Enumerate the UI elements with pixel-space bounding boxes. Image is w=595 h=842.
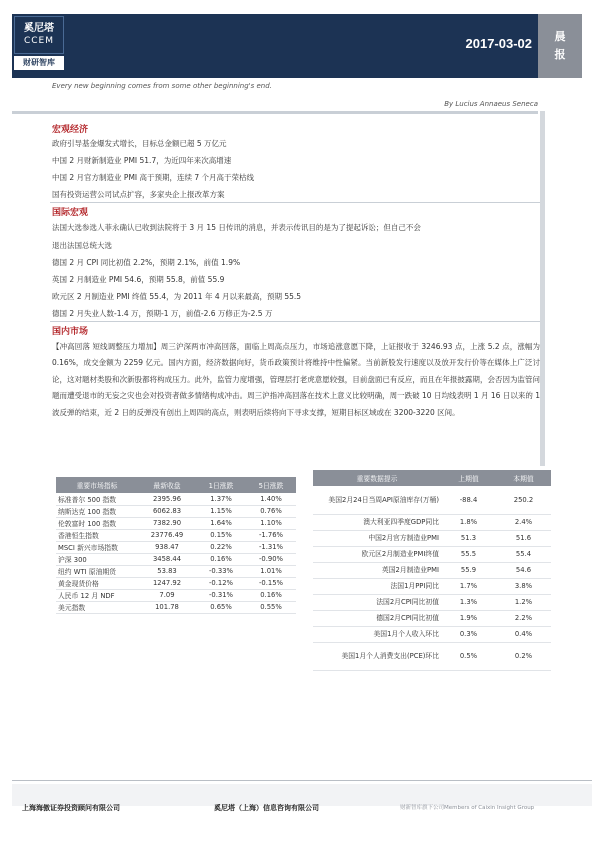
cell: -0.33% [196,565,246,577]
table-row [313,594,551,610]
cell: 2.2% [496,610,551,626]
cell: 香港恒生指数 [56,529,138,541]
report-type-badge [538,14,582,78]
cell: 美元指数 [56,601,138,613]
badge-line-1: 晨 [554,30,566,43]
cell: 53.83 [138,565,196,577]
section-divider [50,202,540,203]
cell: 法国2月CPI同比初值 [313,594,441,610]
cell: 德国2月CPI同比初值 [313,610,441,626]
table-row [313,642,551,670]
cell: 54.6 [496,562,551,578]
cell: -0.15% [246,577,296,589]
footer-company-1: 上海海傲证券投资顾问有限公司 [22,804,120,812]
col-header: 重要数据提示 [313,470,441,486]
logo-cn-text: 奚尼塔 [24,23,54,34]
section-title-intl: 国际宏观 [52,208,89,218]
cell: 美国1月个人收入环比 [313,626,441,642]
cell: -0.12% [196,577,246,589]
intl-item: 德国 2 月失业人数-1.4 万，预期-1 万，前值-2.6 万修正为-2.5 万 [52,309,273,318]
cell: 23776.49 [138,529,196,541]
intl-item: 法国大选参选人菲永确认已收到法院将于 3 月 15 日传讯的消息，并表示传讯目的是为了提起诉讼；但自己不会 [52,223,421,232]
quote-text: Every new beginning comes from some other beginning's end. [52,82,272,90]
cell: 51.6 [496,530,551,546]
cell: -88.4 [441,486,496,514]
cell: 0.76% [246,505,296,517]
table-header-row [56,477,296,493]
cell: -1.31% [246,541,296,553]
table-row [313,626,551,642]
section-divider [50,321,540,322]
cell: 美国2月24日当周API原油库存(万桶) [313,486,441,514]
cell: 0.5% [441,642,496,670]
col-header: 重要市场指标 [56,477,138,493]
cell: 7.09 [138,589,196,601]
table-row [313,546,551,562]
cell: 1.2% [496,594,551,610]
cell: 1247.92 [138,577,196,589]
cell: 6062.83 [138,505,196,517]
badge-line-2: 报 [554,48,566,61]
economic-data-table [313,470,551,671]
quote-author: By Lucius Annaeus Seneca [444,100,538,108]
market-indicators-table [56,477,296,614]
logo-sub-text: 财研智库 [14,56,64,70]
cell: 人民币 12 月 NDF [56,589,138,601]
cell: 55.9 [441,562,496,578]
table-header-row [313,470,551,486]
cell: 938.47 [138,541,196,553]
cell: 1.3% [441,594,496,610]
col-header: 上期值 [441,470,496,486]
macro-item: 国有投资运营公司试点扩容，多家央企上报改革方案 [52,190,225,199]
cell: 沪深 300 [56,553,138,565]
table-row [313,530,551,546]
table-row [56,577,296,589]
cell: 中国2月官方制造业PMI [313,530,441,546]
cell: 3.8% [496,578,551,594]
table-row [313,486,551,514]
col-header: 5日涨跌 [246,477,296,493]
col-header: 最新收盘 [138,477,196,493]
table-row [56,589,296,601]
footer-divider [12,780,592,781]
cell: 0.55% [246,601,296,613]
news-content [52,114,540,462]
cell: 2395.96 [138,493,196,505]
table-row [56,517,296,529]
logo-mark [14,16,64,54]
cell: 0.22% [196,541,246,553]
company-logo [14,16,64,70]
cell: 101.78 [138,601,196,613]
cell: 3458.44 [138,553,196,565]
cell: 1.64% [196,517,246,529]
macro-item: 中国 2 月官方制造业 PMI 高于预期，连续 7 个月高于荣枯线 [52,173,255,182]
footer-group-note: 财新智库旗下公司Members of Caixin Insight Group [400,805,535,811]
cell: 1.9% [441,610,496,626]
intl-item: 欧元区 2 月制造业 PMI 终值 55.4，为 2011 年 4 月以来最高，预期 55.5 [52,292,302,301]
right-side-rule [540,111,545,466]
table-row [313,514,551,530]
section-title-macro: 宏观经济 [52,125,89,135]
footer-company-2: 奚尼塔（上海）信息咨询有限公司 [214,804,319,812]
cell: 55.4 [496,546,551,562]
col-header: 1日涨跌 [196,477,246,493]
cell: 1.10% [246,517,296,529]
cell: 1.8% [441,514,496,530]
cell: 1.01% [246,565,296,577]
cell: 2.4% [496,514,551,530]
cell: 纽约 WTI 原油期货 [56,565,138,577]
table-row [56,565,296,577]
cell: -0.31% [196,589,246,601]
report-date: 2017-03-02 [465,36,532,51]
domestic-commentary: 【冲高回落 短线调整压力增加】周三沪深两市冲高回落，面临上周高点压力，市场追涨意愿下降，上证报收于 3246.93 点，上涨 5.2 点，涨幅为 0.16%，成交金额为 2259 亿元。国内方面，经济数据向好，货币政策预计将维持中性偏紧。当前新股发行速度以及放开发行价等在媒体上广泛讨论，这对题材类股和次新股都将构成压力。此外，监管力度增强，管理层打老虎意愿较强，目前盘面已有反应，而且在年报披露期，会否因为监管问题而遭受退市的无妄之灾也会对投资者做多情绪构成冲击。周三沪指冲高回落在技术上意义比较明确，周一跌破 10 日均线表明 1 月 16 日以来的 1 波反弹的结束，近 2 日的反弹没有创出上周四的高点，则表明后续将向下寻求支撑，短期目标区域或在 3200-3220 区间。 [52,342,540,417]
intl-item: 英国 2 月制造业 PMI 54.6，预期 55.8，前值 55.9 [52,275,225,284]
cell: 1.15% [196,505,246,517]
table-row [56,529,296,541]
cell: 标准普尔 500 指数 [56,493,138,505]
cell: 0.65% [196,601,246,613]
cell: 澳大利亚四季度GDP同比 [313,514,441,530]
cell: 0.3% [441,626,496,642]
cell: 法国1月PPI同比 [313,578,441,594]
cell: 0.4% [496,626,551,642]
cell: 黄金现货价格 [56,577,138,589]
cell: -0.90% [246,553,296,565]
cell: 55.5 [441,546,496,562]
cell: 7382.90 [138,517,196,529]
cell: 51.3 [441,530,496,546]
macro-item: 中国 2 月财新制造业 PMI 51.7，为近四年来次高增速 [52,156,232,165]
cell: MSCI 新兴市场指数 [56,541,138,553]
table-row [56,541,296,553]
cell: -1.76% [246,529,296,541]
logo-en-text: CCEM [23,36,55,46]
cell: 伦敦富时 100 指数 [56,517,138,529]
cell: 纳斯达克 100 指数 [56,505,138,517]
table-row [56,601,296,613]
cell: 0.15% [196,529,246,541]
section-title-domestic: 国内市场 [52,327,89,337]
table-row [313,610,551,626]
table-row [313,562,551,578]
cell: 0.2% [496,642,551,670]
report-header [0,0,595,78]
cell: 欧元区2月制造业PMI终值 [313,546,441,562]
cell: 美国1月个人消费支出(PCE)环比 [313,642,441,670]
cell: 0.16% [196,553,246,565]
table-row [56,493,296,505]
col-header: 本期值 [496,470,551,486]
cell: 1.7% [441,578,496,594]
cell: 英国2月制造业PMI [313,562,441,578]
cell: 1.37% [196,493,246,505]
table-row [313,578,551,594]
cell: 0.16% [246,589,296,601]
intl-item: 德国 2 月 CPI 同比初值 2.2%，预期 2.1%，前值 1.9% [52,258,241,267]
cell: 1.40% [246,493,296,505]
macro-item: 政府引导基金爆发式增长，目标总金额已超 5 万亿元 [52,139,227,148]
cell: 250.2 [496,486,551,514]
table-row [56,505,296,517]
intl-item: 退出法国总统大选 [52,241,112,250]
table-row [56,553,296,565]
